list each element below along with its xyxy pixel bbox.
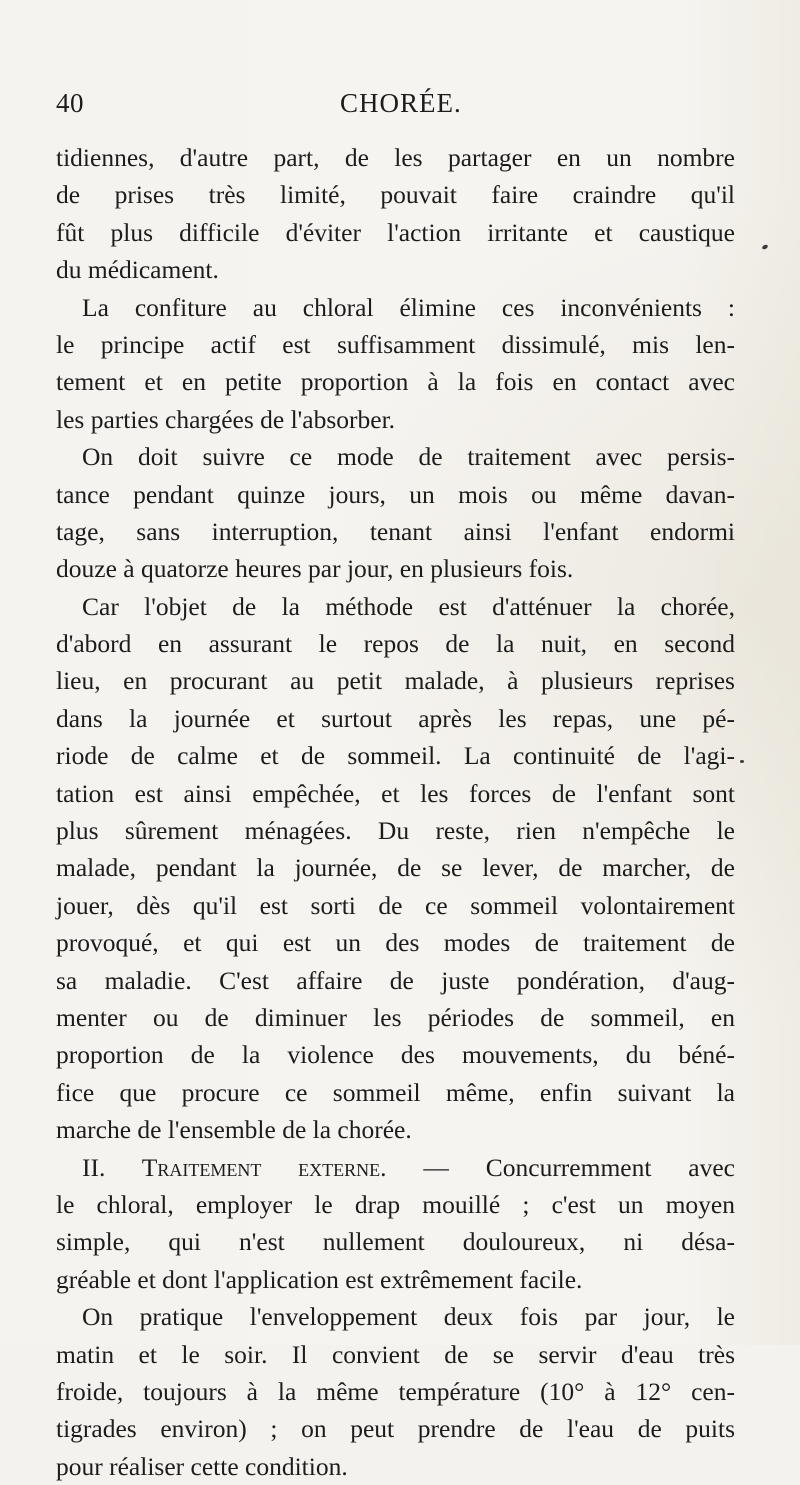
text-line: tage, sans interruption, tenant ainsi l'enfant endormi <box>56 516 735 546</box>
text-line: le principe actif est suffisamment dissimulé, mis len- <box>56 329 735 359</box>
text-line: riode de calme et de sommeil. La continuité de l'agi- <box>56 741 735 771</box>
ink-speck <box>740 760 744 763</box>
text-line: de prises très limité, pouvait faire craindre qu'il <box>56 180 735 210</box>
text-line: sa maladie. C'est affaire de juste pondération, d'aug- <box>56 965 735 995</box>
running-head <box>56 88 744 124</box>
text-line: douze à quatorze heures par jour, en plusieurs fois. <box>56 554 574 584</box>
text-line: proportion de la violence des mouvements, du béné- <box>56 1040 735 1070</box>
text-line: fice que procure ce sommeil même, enfin suivant la <box>56 1077 735 1107</box>
text-line: tance pendant quinze jours, un mois ou même davan- <box>56 479 735 509</box>
text-line: plus sûrement ménagées. Du reste, rien n'empêche le <box>56 816 735 846</box>
text-line: pour réaliser cette condition. <box>56 1451 348 1481</box>
text-line: On pratique l'enveloppement deux fois par jour, le <box>82 1302 735 1332</box>
paragraph <box>56 1149 735 1299</box>
text-line: Car l'objet de la méthode est d'atténuer la chorée, <box>82 591 735 621</box>
text-line: matin et le soir. Il convient de se servir d'eau très <box>56 1339 735 1369</box>
text-line: froide, toujours à la même température (10° à 12° cen- <box>56 1376 735 1406</box>
text-line: les parties chargées de l'absorber. <box>56 404 396 434</box>
body-text <box>56 139 735 1485</box>
text-line: le chloral, employer le drap mouillé ; c'est un moyen <box>56 1189 735 1219</box>
text-line: du médicament. <box>56 255 219 285</box>
paragraph <box>56 289 735 439</box>
text-line: tigrades environ) ; on peut prendre de l'eau de puits <box>56 1414 735 1444</box>
text-line: dans la journée et surtout après les repas, une pé- <box>56 703 735 733</box>
text-line: La confiture au chloral élimine ces inconvénients : <box>82 292 735 322</box>
section-heading: II. Traitement externe. <box>82 1152 387 1182</box>
text-line: malade, pendant la journée, de se lever, de marcher, de <box>56 853 735 883</box>
text-line: marche de l'ensemble de la chorée. <box>56 1115 412 1145</box>
ink-speck <box>761 244 768 250</box>
text-line: jouer, dès qu'il est sorti de ce sommeil volontairement <box>56 890 735 920</box>
text-line: simple, qui n'est nullement douloureux, ni désa- <box>56 1227 735 1257</box>
running-title: CHORÉE. <box>340 88 462 118</box>
text-line: provoqué, et qui est un des modes de traitement de <box>56 928 735 958</box>
text-line: tation est ainsi empêchée, et les forces de l'enfant sont <box>56 778 735 808</box>
text-run: — Concurremment avec <box>386 1152 735 1182</box>
text-line: fût plus difficile d'éviter l'action irritante et caustique <box>56 217 735 247</box>
paragraph <box>56 139 735 289</box>
text-line: d'abord en assurant le repos de la nuit, en second <box>56 629 735 659</box>
page-number: 40 <box>56 88 84 118</box>
text-line <box>56 1149 735 1186</box>
text-line: On doit suivre ce mode de traitement avec persis- <box>82 442 735 472</box>
paragraph <box>56 1298 735 1485</box>
text-line: lieu, en procurant au petit malade, à plusieurs reprises <box>56 666 735 696</box>
text-line: tement et en petite proportion à la fois en contact avec <box>56 367 735 397</box>
paragraph <box>56 588 735 1149</box>
text-line: gréable et dont l'application est extrêmement facile. <box>56 1264 583 1294</box>
paragraph <box>56 438 735 588</box>
text-line: tidiennes, d'autre part, de les partager en un nombre <box>56 143 735 172</box>
text-line: menter ou de diminuer les périodes de sommeil, en <box>56 1002 735 1032</box>
